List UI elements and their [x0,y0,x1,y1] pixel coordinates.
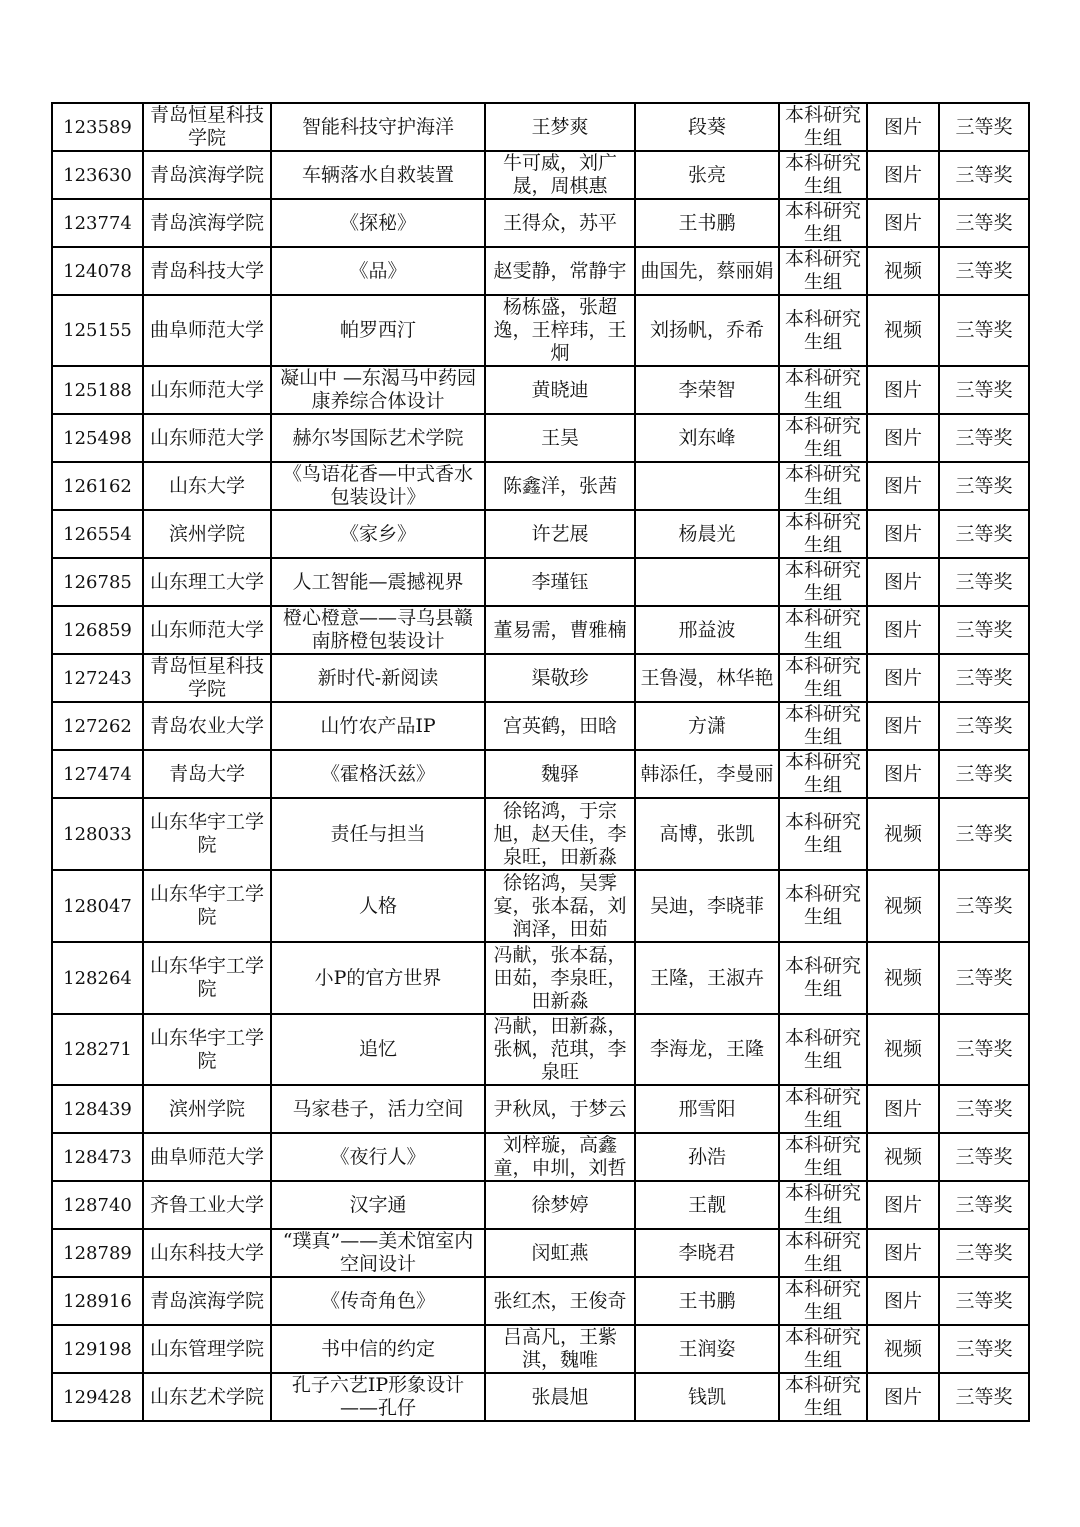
cell-title: 帕罗西汀 [271,295,485,366]
cell-type: 图片 [867,462,939,510]
cell-id: 128439 [52,1085,143,1133]
cell-id: 125188 [52,366,143,414]
cell-group: 本科研究生组 [779,606,867,654]
cell-advisor: 刘扬帆，乔希 [635,295,779,366]
cell-group: 本科研究生组 [779,295,867,366]
cell-id: 128047 [52,870,143,942]
cell-award: 三等奖 [939,414,1029,462]
cell-award: 三等奖 [939,151,1029,199]
cell-school: 曲阜师范大学 [143,295,271,366]
cell-type: 视频 [867,1014,939,1085]
cell-authors: 闵虹燕 [485,1229,635,1277]
cell-group: 本科研究生组 [779,702,867,750]
cell-group: 本科研究生组 [779,1277,867,1325]
cell-advisor: 王隆，王淑卉 [635,942,779,1014]
cell-school: 滨州学院 [143,510,271,558]
table-row [52,798,1029,870]
cell-group: 本科研究生组 [779,414,867,462]
award-results-table [51,102,1030,1422]
cell-group: 本科研究生组 [779,1181,867,1229]
cell-type: 图片 [867,1181,939,1229]
cell-advisor: 王鲁漫，林华艳 [635,654,779,702]
cell-group: 本科研究生组 [779,1133,867,1181]
cell-authors: 吕高凡，王紫淇，魏唯 [485,1325,635,1373]
cell-award: 三等奖 [939,1133,1029,1181]
cell-group: 本科研究生组 [779,942,867,1014]
cell-authors: 王得众，苏平 [485,199,635,247]
cell-group: 本科研究生组 [779,1229,867,1277]
cell-school: 山东大学 [143,462,271,510]
cell-title: 车辆落水自救装置 [271,151,485,199]
cell-award: 三等奖 [939,199,1029,247]
cell-title: “璞真”——美术馆室内空间设计 [271,1229,485,1277]
cell-award: 三等奖 [939,558,1029,606]
cell-school: 山东师范大学 [143,606,271,654]
cell-school: 青岛恒星科技学院 [143,103,271,151]
cell-id: 129428 [52,1373,143,1421]
table-row [52,247,1029,295]
cell-id: 126162 [52,462,143,510]
cell-id: 128264 [52,942,143,1014]
cell-school: 齐鲁工业大学 [143,1181,271,1229]
cell-school: 山东师范大学 [143,366,271,414]
cell-advisor: 杨晨光 [635,510,779,558]
cell-type: 图片 [867,1277,939,1325]
cell-school: 青岛农业大学 [143,702,271,750]
cell-title: 智能科技守护海洋 [271,103,485,151]
cell-award: 三等奖 [939,750,1029,798]
cell-award: 三等奖 [939,870,1029,942]
cell-id: 127243 [52,654,143,702]
cell-group: 本科研究生组 [779,366,867,414]
cell-school: 山东理工大学 [143,558,271,606]
cell-school: 山东师范大学 [143,414,271,462]
cell-school: 青岛滨海学院 [143,151,271,199]
cell-type: 图片 [867,199,939,247]
cell-authors: 陈鑫洋，张茜 [485,462,635,510]
cell-type: 图片 [867,414,939,462]
cell-id: 123630 [52,151,143,199]
cell-group: 本科研究生组 [779,870,867,942]
table-row [52,942,1029,1014]
cell-type: 图片 [867,558,939,606]
cell-type: 视频 [867,295,939,366]
table-row [52,702,1029,750]
table-row [52,606,1029,654]
table-row [52,366,1029,414]
cell-advisor: 王润姿 [635,1325,779,1373]
cell-advisor: 段葵 [635,103,779,151]
cell-id: 128916 [52,1277,143,1325]
cell-id: 128473 [52,1133,143,1181]
cell-advisor: 王书鹏 [635,199,779,247]
cell-advisor: 方潇 [635,702,779,750]
cell-school: 青岛大学 [143,750,271,798]
cell-authors: 徐梦婷 [485,1181,635,1229]
cell-school: 滨州学院 [143,1085,271,1133]
cell-type: 图片 [867,654,939,702]
cell-award: 三等奖 [939,942,1029,1014]
cell-group: 本科研究生组 [779,1373,867,1421]
cell-type: 视频 [867,942,939,1014]
cell-school: 山东科技大学 [143,1229,271,1277]
cell-title: 孔子六艺IP形象设计——孔仔 [271,1373,485,1421]
cell-group: 本科研究生组 [779,1085,867,1133]
cell-id: 126859 [52,606,143,654]
cell-group: 本科研究生组 [779,750,867,798]
table-row [52,870,1029,942]
cell-authors: 王梦爽 [485,103,635,151]
cell-school: 青岛滨海学院 [143,1277,271,1325]
table-row [52,750,1029,798]
cell-advisor [635,558,779,606]
cell-award: 三等奖 [939,366,1029,414]
cell-group: 本科研究生组 [779,798,867,870]
cell-id: 127474 [52,750,143,798]
cell-group: 本科研究生组 [779,654,867,702]
cell-school: 山东华宇工学院 [143,870,271,942]
cell-group: 本科研究生组 [779,510,867,558]
cell-id: 125498 [52,414,143,462]
cell-group: 本科研究生组 [779,1325,867,1373]
table-row [52,1277,1029,1325]
cell-type: 图片 [867,1373,939,1421]
cell-id: 129198 [52,1325,143,1373]
cell-id: 123774 [52,199,143,247]
cell-award: 三等奖 [939,295,1029,366]
cell-award: 三等奖 [939,798,1029,870]
cell-school: 山东华宇工学院 [143,1014,271,1085]
cell-authors: 董易需，曹雅楠 [485,606,635,654]
cell-type: 视频 [867,247,939,295]
cell-authors: 徐铭鸿，吴霁宴，张本磊，刘润泽，田茹 [485,870,635,942]
table-row [52,1181,1029,1229]
table-row [52,199,1029,247]
cell-type: 图片 [867,702,939,750]
cell-advisor: 李海龙，王隆 [635,1014,779,1085]
table-row [52,295,1029,366]
cell-title: 《霍格沃兹》 [271,750,485,798]
cell-school: 青岛滨海学院 [143,199,271,247]
cell-school: 山东华宇工学院 [143,798,271,870]
table-row [52,462,1029,510]
cell-id: 125155 [52,295,143,366]
cell-type: 图片 [867,510,939,558]
cell-id: 126785 [52,558,143,606]
cell-authors: 宫英鹤，田晗 [485,702,635,750]
cell-id: 128033 [52,798,143,870]
cell-advisor: 王书鹏 [635,1277,779,1325]
cell-authors: 牛可威，刘广晟，周棋惠 [485,151,635,199]
cell-group: 本科研究生组 [779,1014,867,1085]
cell-advisor: 邢雪阳 [635,1085,779,1133]
cell-title: 橙心橙意——寻乌县赣南脐橙包装设计 [271,606,485,654]
cell-authors: 许艺展 [485,510,635,558]
cell-group: 本科研究生组 [779,247,867,295]
cell-id: 128271 [52,1014,143,1085]
cell-type: 图片 [867,606,939,654]
cell-advisor: 韩添任，李曼丽 [635,750,779,798]
table-row [52,1085,1029,1133]
cell-advisor: 孙浩 [635,1133,779,1181]
cell-title: 《品》 [271,247,485,295]
cell-authors: 魏驿 [485,750,635,798]
cell-title: 山竹农产品IP [271,702,485,750]
cell-award: 三等奖 [939,247,1029,295]
cell-advisor: 李晓君 [635,1229,779,1277]
cell-school: 青岛恒星科技学院 [143,654,271,702]
cell-authors: 冯献，张本磊，田茹，李泉旺，田新淼 [485,942,635,1014]
cell-award: 三等奖 [939,1277,1029,1325]
cell-advisor: 高博，张凯 [635,798,779,870]
cell-advisor: 刘东峰 [635,414,779,462]
table-row [52,1373,1029,1421]
cell-title: 人格 [271,870,485,942]
table-body [52,103,1029,1421]
cell-title: 人工智能—震撼视界 [271,558,485,606]
table-row [52,1325,1029,1373]
table-row [52,1133,1029,1181]
cell-authors: 张晨旭 [485,1373,635,1421]
cell-authors: 张红杰，王俊奇 [485,1277,635,1325]
cell-authors: 冯献，田新淼，张枫，范琪，李泉旺 [485,1014,635,1085]
cell-type: 图片 [867,1229,939,1277]
cell-advisor: 张亮 [635,151,779,199]
table-row [52,414,1029,462]
cell-type: 视频 [867,798,939,870]
cell-title: 马家巷子，活力空间 [271,1085,485,1133]
cell-group: 本科研究生组 [779,103,867,151]
cell-type: 视频 [867,870,939,942]
cell-title: 《家乡》 [271,510,485,558]
cell-school: 曲阜师范大学 [143,1133,271,1181]
cell-title: 新时代-新阅读 [271,654,485,702]
cell-id: 128789 [52,1229,143,1277]
cell-advisor: 王靓 [635,1181,779,1229]
cell-school: 青岛科技大学 [143,247,271,295]
table-row [52,1014,1029,1085]
cell-group: 本科研究生组 [779,151,867,199]
cell-group: 本科研究生组 [779,462,867,510]
cell-award: 三等奖 [939,103,1029,151]
table-row [52,151,1029,199]
cell-award: 三等奖 [939,606,1029,654]
cell-type: 图片 [867,366,939,414]
cell-type: 图片 [867,1085,939,1133]
cell-award: 三等奖 [939,510,1029,558]
cell-authors: 王昊 [485,414,635,462]
cell-title: 《鸟语花香—中式香水包装设计》 [271,462,485,510]
cell-id: 124078 [52,247,143,295]
cell-id: 127262 [52,702,143,750]
cell-title: 小P的官方世界 [271,942,485,1014]
cell-title: 赫尔岑国际艺术学院 [271,414,485,462]
cell-group: 本科研究生组 [779,199,867,247]
cell-advisor: 曲国先，蔡丽娟 [635,247,779,295]
cell-authors: 杨栋盛，张超逸，王梓玮，王炯 [485,295,635,366]
cell-award: 三等奖 [939,654,1029,702]
cell-award: 三等奖 [939,1181,1029,1229]
cell-school: 山东管理学院 [143,1325,271,1373]
cell-authors: 渠敬珍 [485,654,635,702]
cell-award: 三等奖 [939,462,1029,510]
cell-authors: 刘梓璇，高鑫童，申圳，刘哲 [485,1133,635,1181]
table-row [52,1229,1029,1277]
cell-advisor: 邢益波 [635,606,779,654]
cell-type: 图片 [867,103,939,151]
cell-title: 责任与担当 [271,798,485,870]
cell-award: 三等奖 [939,702,1029,750]
cell-id: 123589 [52,103,143,151]
cell-award: 三等奖 [939,1325,1029,1373]
cell-advisor: 钱凯 [635,1373,779,1421]
cell-title: 《传奇角色》 [271,1277,485,1325]
table-row [52,510,1029,558]
cell-advisor [635,462,779,510]
cell-type: 图片 [867,151,939,199]
table-row [52,654,1029,702]
cell-advisor: 吴迪，李晓菲 [635,870,779,942]
cell-award: 三等奖 [939,1085,1029,1133]
cell-advisor: 李荣智 [635,366,779,414]
cell-title: 凝山中 —东渴马中药园康养综合体设计 [271,366,485,414]
cell-award: 三等奖 [939,1229,1029,1277]
cell-authors: 尹秋凤，于梦云 [485,1085,635,1133]
cell-type: 视频 [867,1325,939,1373]
cell-group: 本科研究生组 [779,558,867,606]
cell-title: 追忆 [271,1014,485,1085]
cell-school: 山东华宇工学院 [143,942,271,1014]
cell-title: 《夜行人》 [271,1133,485,1181]
cell-title: 《探秘》 [271,199,485,247]
table-row [52,103,1029,151]
cell-id: 126554 [52,510,143,558]
cell-authors: 黄晓迪 [485,366,635,414]
cell-type: 图片 [867,750,939,798]
cell-title: 汉字通 [271,1181,485,1229]
cell-title: 书中信的约定 [271,1325,485,1373]
cell-award: 三等奖 [939,1373,1029,1421]
cell-authors: 赵雯静，常静宇 [485,247,635,295]
table-row [52,558,1029,606]
cell-id: 128740 [52,1181,143,1229]
cell-school: 山东艺术学院 [143,1373,271,1421]
cell-authors: 李瑾钰 [485,558,635,606]
cell-type: 视频 [867,1133,939,1181]
cell-authors: 徐铭鸿，于宗旭，赵天佳，李泉旺，田新淼 [485,798,635,870]
cell-award: 三等奖 [939,1014,1029,1085]
